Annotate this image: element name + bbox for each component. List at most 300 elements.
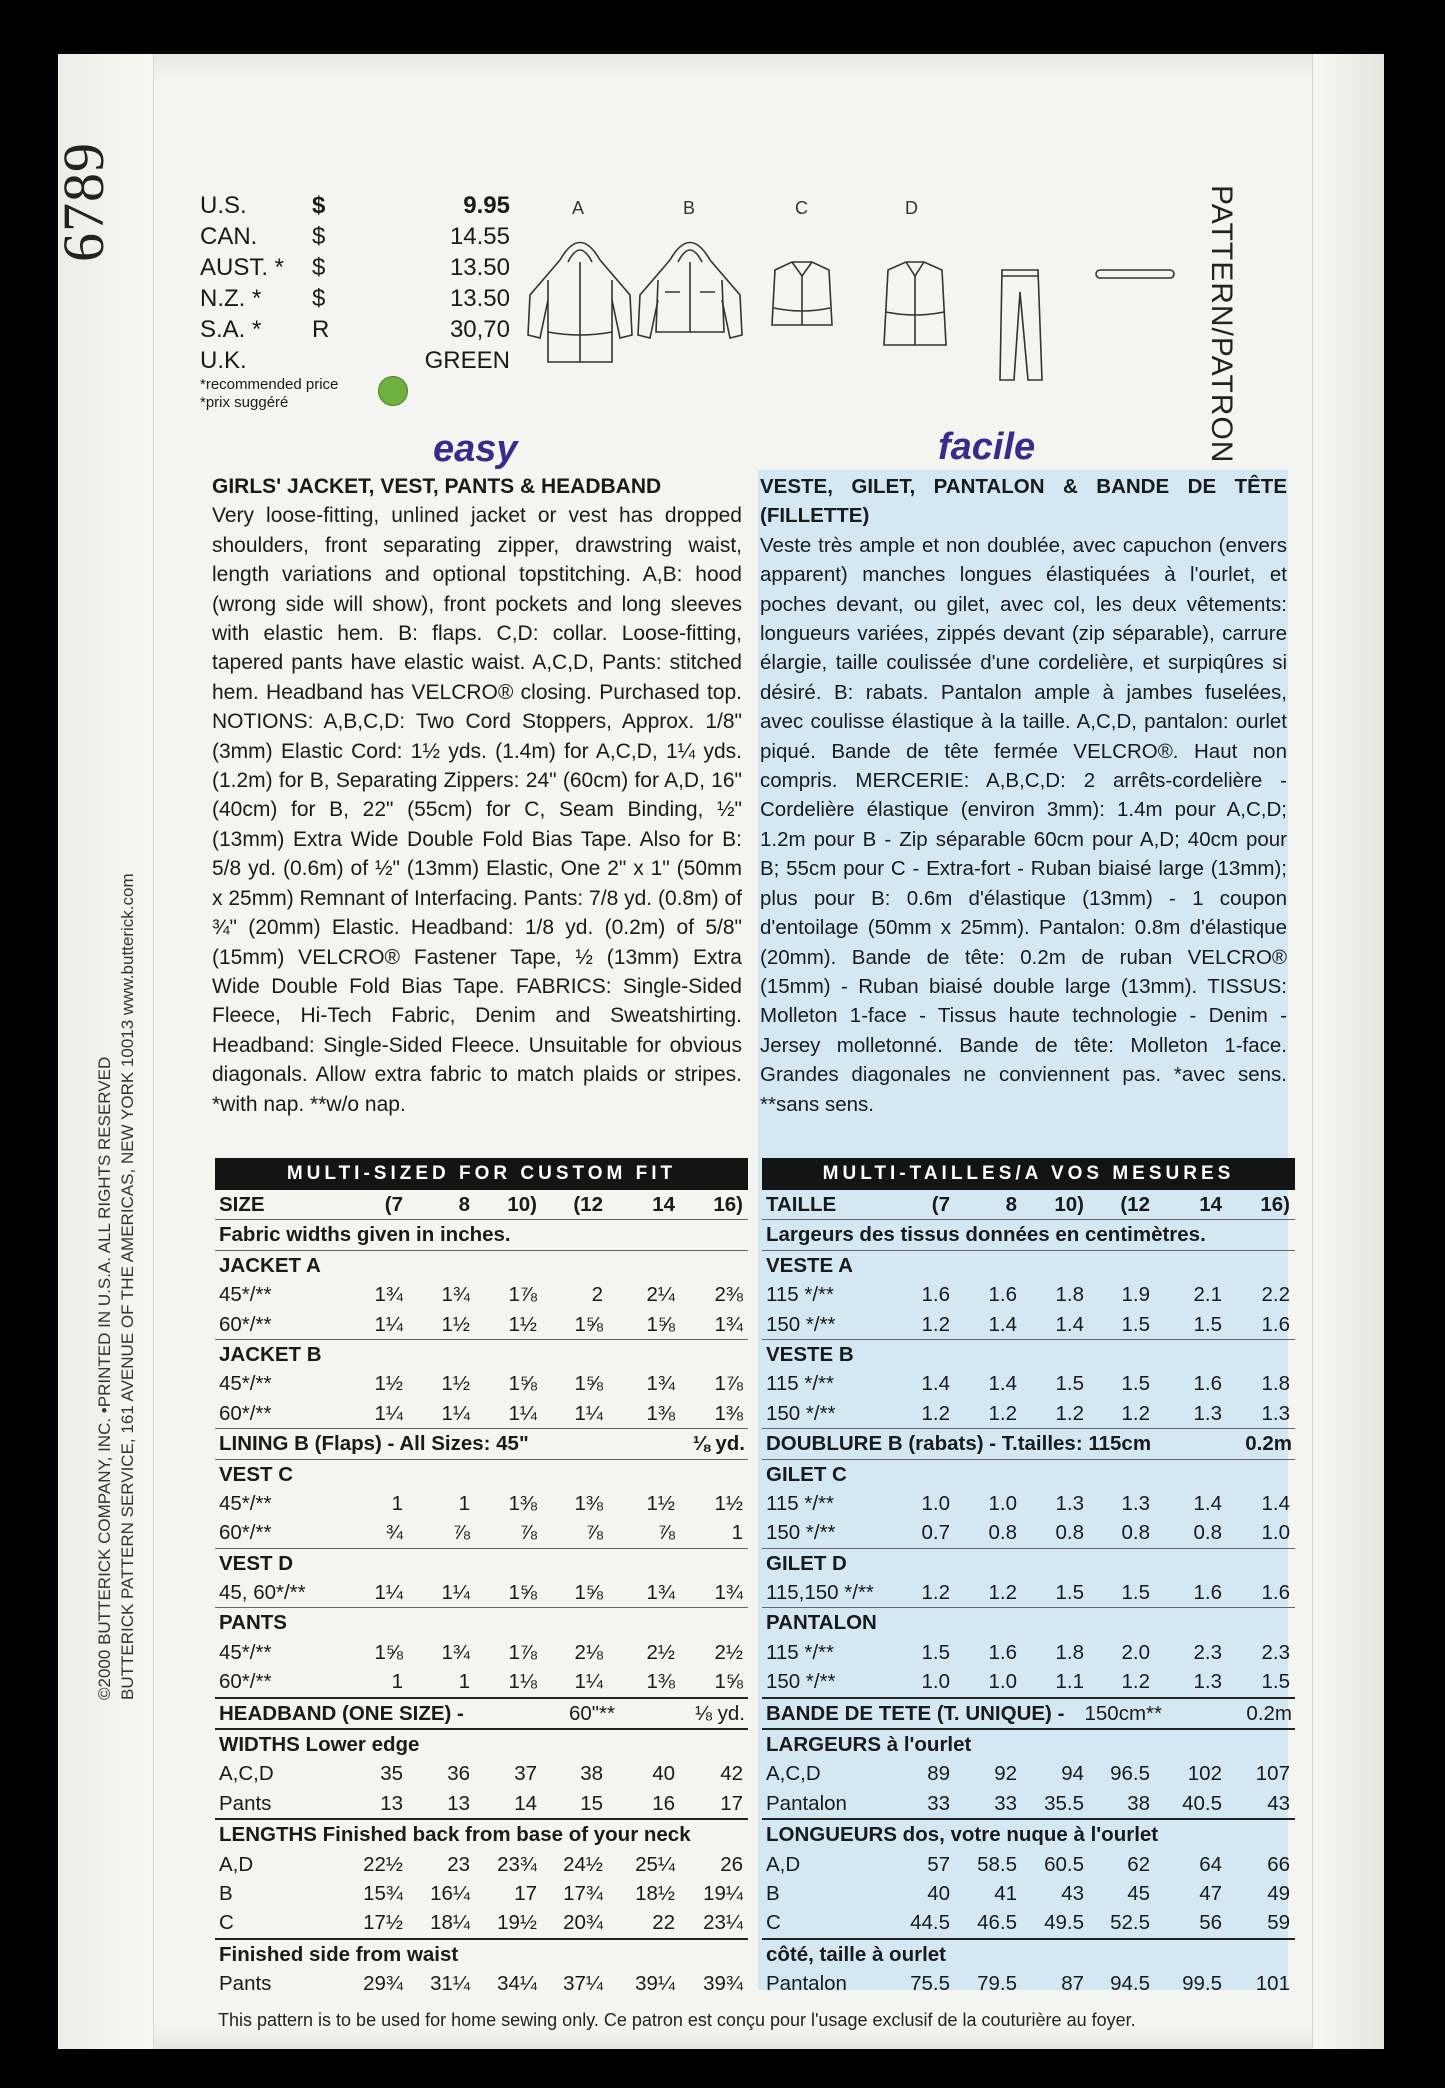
row-label: Finished side from waist [219,1942,459,1966]
cell-value: 1.4 [988,1312,1017,1336]
row-label: VEST D [219,1551,294,1575]
cell-value: 1.5 [1193,1312,1222,1336]
cell-value: 0.8 [1121,1521,1150,1545]
row-label: LARGEURS à l'ourlet [766,1733,972,1757]
cell-value: 40.5 [1182,1791,1222,1815]
cell-value: 2½ [646,1640,675,1664]
row-label: 150 */** [766,1401,836,1425]
row-label: 115,150 */** [766,1581,874,1605]
cell-value: 1⅜ [574,1491,603,1515]
group-title [215,1459,748,1489]
row-label: 45*/** [219,1640,272,1664]
spine-publisher-text: BUTTERICK PATTERN SERVICE, 161 AVENUE OF THE AMERICAS, NEW YORK 10013 www.butterick.com [118,873,137,1700]
cell-value: 2.3 [1261,1640,1290,1664]
cell-value: 1⅜ [714,1401,743,1425]
cell-value: 1¼ [374,1312,403,1336]
cell-value: 38 [1127,1791,1150,1815]
cell-value: 1.4 [921,1372,950,1396]
row-label: 115 */** [766,1283,835,1307]
cell-value: 2⅜ [714,1283,743,1307]
row-label: 60*/** [219,1401,272,1425]
side-title [215,1938,748,1969]
row-label: VESTE A [766,1253,853,1277]
cell-value: 59 [1267,1911,1290,1935]
price-symbol: $ [312,254,326,281]
table-row [215,1280,748,1309]
table-row [215,1518,748,1547]
cell-value: 1.5 [1121,1372,1150,1396]
cell-value: 1.6 [988,1283,1017,1307]
table-row [762,1879,1295,1908]
cell-value: 1¾ [441,1283,470,1307]
pants-drawing-icon [1000,270,1042,380]
cell-value: ⅞ [519,1521,537,1545]
group-title [215,1607,748,1637]
cell-value: 1½ [508,1312,537,1336]
cell-value: 18¼ [430,1911,470,1935]
group-title [762,1459,1295,1489]
english-yardage-table [215,1158,748,1999]
cell-value: 57 [927,1852,950,1876]
cell-value: 58.5 [977,1852,1017,1876]
table-row [762,1489,1295,1518]
right-fold [1312,54,1384,2049]
cell-value: 8 [1005,1193,1017,1216]
cell-value: 23 [447,1852,470,1876]
cell-value: 1.6 [1193,1372,1222,1396]
cell-value: 1.2 [1055,1401,1084,1425]
row-label: Pantalon [766,1791,847,1815]
cell-value: 66 [1267,1852,1290,1876]
cell-value: 40 [927,1881,950,1905]
vest-c-drawing-icon [772,262,832,325]
size-row [215,1190,748,1219]
price-country: U.K. [200,347,247,374]
cell-value: 1¼ [374,1581,403,1605]
cell-value: 1¾ [441,1640,470,1664]
cell-value: 13 [380,1791,403,1815]
cell-value: 1⅞ [508,1640,537,1664]
cell-value: 1.0 [1261,1521,1290,1545]
price-row [200,221,338,252]
price-note: *recommended price [200,376,339,393]
row-label: B [219,1881,233,1905]
cell-value: 15 [580,1791,603,1815]
cell-value: 19½ [497,1911,537,1935]
lengths-title [215,1818,748,1849]
uk-green-dot-icon [378,376,408,406]
view-label-b: B [683,198,696,218]
cell-value: 60.5 [1044,1852,1084,1876]
price-row [200,283,338,314]
side-title [762,1938,1295,1969]
row-label: WIDTHS Lower edge [219,1733,420,1757]
row-label: JACKET B [219,1342,322,1366]
cell-value: 1.2 [988,1581,1017,1605]
english-title: GIRLS' JACKET, VEST, PANTS & HEADBAND [212,475,662,498]
lining-value: 0.2m [1245,1432,1292,1456]
row-label: C [766,1911,781,1935]
table-row [215,1759,748,1788]
cell-value: 43 [1061,1881,1084,1905]
table-row [762,1369,1295,1398]
row-label: HEADBAND (ONE SIZE) - [219,1701,464,1725]
french-title: VESTE, GILET, PANTALON & BANDE DE TÊTE (FILLETTE) [760,475,1287,528]
cell-value: 1.2 [988,1401,1017,1425]
cell-value: 1⅝ [574,1372,603,1396]
width-note [215,1219,748,1249]
group-title [762,1607,1295,1637]
cell-value: 1 [458,1670,470,1694]
cell-value: 1.9 [1121,1283,1150,1307]
cell-value: 75.5 [910,1972,950,1996]
table-row [215,1879,748,1908]
cell-value: 1.3 [1055,1491,1084,1515]
cell-value: 99.5 [1182,1972,1222,1996]
garment-line-drawings [520,220,1190,395]
cell-value: 17 [720,1791,743,1815]
row-label: LINING B (Flaps) - All Sizes: 45" [219,1432,529,1456]
cell-value: 1.0 [988,1491,1017,1515]
cell-value: 24½ [563,1852,603,1876]
french-yardage-table [762,1158,1295,1999]
cell-value: 1.2 [1121,1670,1150,1694]
cell-value: 56 [1199,1911,1222,1935]
row-label: Fabric widths given in inches. [219,1223,511,1247]
row-label: BANDE DE TETE (T. UNIQUE) - [766,1701,1065,1725]
table-row [762,1969,1295,1998]
row-label: 45*/** [219,1283,272,1307]
cell-value: 0.8 [1193,1521,1222,1545]
row-label: 150 */** [766,1670,836,1694]
cell-value: 1.2 [1121,1401,1150,1425]
row-label: côté, taille à ourlet [766,1942,946,1966]
cell-value: 1¼ [374,1401,403,1425]
table-row [762,1518,1295,1547]
footer-note: This pattern is to be used for home sewing only. Ce patron est conçu pour l'usage exclusif de la couturière au foyer. [218,2010,1136,2030]
row-label: VEST C [219,1462,294,1486]
cell-value: 23¼ [703,1911,743,1935]
cell-value: 1.5 [1261,1670,1290,1694]
headband-value: ⅛ yd. [694,1701,745,1725]
table-row [215,1667,748,1696]
cell-value: 33 [927,1791,950,1815]
price-row [200,190,338,221]
cell-value: 2⅛ [574,1640,603,1664]
table-row [762,1908,1295,1937]
cell-value: 1.6 [988,1640,1017,1664]
cell-value: 2 [591,1283,603,1307]
cell-value: 1⅞ [508,1283,537,1307]
cell-value: 2.2 [1261,1283,1290,1307]
price-row [200,345,338,376]
pattern-patron-label: PATTERN/PATRON [1205,185,1238,464]
cell-value: 1⅛ [508,1670,537,1694]
cell-value: 22½ [363,1852,403,1876]
row-label: GILET D [766,1551,847,1575]
cell-value: 2¼ [646,1283,675,1307]
cell-value: 14 [514,1791,537,1815]
cell-value: 14 [652,1193,675,1216]
group-title [215,1250,748,1280]
row-label: 60*/** [219,1312,272,1336]
price-country: CAN. [200,223,258,250]
cell-value: 1½ [441,1312,470,1336]
cell-value: 1.1 [1055,1670,1084,1694]
table-row [215,1969,748,1998]
cell-value: 1.8 [1055,1283,1084,1307]
cell-value: 43 [1267,1791,1290,1815]
price-symbol: $ [312,192,326,219]
cell-value: 1½ [714,1491,743,1515]
cell-value: 40 [652,1762,675,1786]
row-label: 150 */** [766,1312,836,1336]
cell-value: 16 [652,1791,675,1815]
table-row [215,1310,748,1339]
cell-value: 1¼ [574,1401,603,1425]
cell-value: 29¾ [363,1972,403,1996]
cell-value: 1.5 [1055,1581,1084,1605]
cell-value: 1½ [646,1491,675,1515]
table-row [762,1280,1295,1309]
lining-value: ⅛ yd. [692,1432,745,1456]
table-row [215,1369,748,1398]
cell-value: ⅞ [452,1521,470,1545]
group-title [215,1548,748,1578]
row-label: B [766,1881,780,1905]
cell-value: ¾ [385,1521,403,1545]
row-label: SIZE [219,1193,265,1216]
group-title [762,1339,1295,1369]
cell-value: (7 [384,1193,403,1216]
cell-value: 18½ [635,1881,675,1905]
cell-value: 44.5 [910,1911,950,1935]
cell-value: 26 [720,1852,743,1876]
table-row [215,1638,748,1667]
cell-value: 1⅝ [374,1640,403,1664]
table-row [762,1667,1295,1696]
group-title [215,1339,748,1369]
french-description [760,472,1287,1119]
cell-value: 1.2 [921,1581,950,1605]
row-label: JACKET A [219,1253,321,1277]
table-row [215,1850,748,1879]
table-row [762,1578,1295,1607]
table-header: MULTI-SIZED FOR CUSTOM FIT [215,1158,748,1190]
cell-value: 2.3 [1193,1640,1222,1664]
row-label: PANTALON [766,1611,877,1635]
price-symbol: $ [312,223,326,250]
cell-value: 1⅝ [508,1372,537,1396]
left-fold [58,54,154,2049]
row-label: 115 */** [766,1372,835,1396]
row-label: LENGTHS Finished back from base of your neck [219,1823,691,1847]
cell-value: 1 [458,1491,470,1515]
cell-value: 1 [391,1491,403,1515]
row-label: A,C,D [766,1762,821,1786]
cell-value: 1.6 [1261,1312,1290,1336]
price-country: N.Z. * [200,285,262,312]
cell-value: 94 [1061,1762,1084,1786]
cell-value: 62 [1127,1852,1150,1876]
row-label: DOUBLURE B (rabats) - T.tailles: 115cm [766,1432,1152,1456]
cell-value: 1⅞ [714,1372,743,1396]
cell-value: 1.3 [1193,1401,1222,1425]
cell-value: 52.5 [1110,1911,1150,1935]
cell-value: 38 [580,1762,603,1786]
cell-value: 1¼ [441,1581,470,1605]
view-label-a: A [572,198,585,218]
cell-value: 16) [1260,1193,1290,1216]
cell-value: ⅞ [657,1521,675,1545]
cell-value: 1¾ [714,1581,743,1605]
width-note [762,1219,1295,1249]
cell-value: 1 [391,1670,403,1694]
cell-value: 0.8 [988,1521,1017,1545]
cell-value: 1⅝ [574,1312,603,1336]
cell-value: 10) [507,1193,537,1216]
cell-value: 42 [720,1762,743,1786]
price-symbol: R [312,316,330,343]
price-list [200,190,338,412]
cell-value: 1.2 [921,1401,950,1425]
cell-value: (7 [931,1193,950,1216]
cell-value: 37 [514,1762,537,1786]
cell-value: 96.5 [1110,1762,1150,1786]
headband-width: 150cm** [1084,1701,1162,1725]
row-label: Largeurs des tissus données en centimètres. [766,1223,1206,1247]
cell-value: 14 [1199,1193,1222,1216]
cell-value: 1¾ [646,1581,675,1605]
cell-value: 94.5 [1110,1972,1150,1996]
cell-value: 36 [447,1762,470,1786]
cell-value: (12 [573,1193,603,1216]
cell-value: (12 [1120,1193,1150,1216]
cell-value: 1⅝ [574,1581,603,1605]
cell-value: 0.8 [1055,1521,1084,1545]
easy-label: easy [433,428,518,470]
english-description [212,472,742,1119]
cell-value: 49 [1267,1881,1290,1905]
table-row [762,1310,1295,1339]
cell-value: 16¼ [430,1881,470,1905]
headband-drawing-icon [1096,270,1174,278]
cell-value: 1¼ [574,1670,603,1694]
cell-value: 1.5 [1121,1312,1150,1336]
cell-value: 2½ [714,1640,743,1664]
row-label: 115 */** [766,1491,835,1515]
cell-value: 45 [1127,1881,1150,1905]
cell-value: 20¾ [563,1911,603,1935]
cell-value: 1.4 [1055,1312,1084,1336]
row-label: Pants [219,1791,272,1815]
cell-value: 8 [458,1193,470,1216]
cell-value: 17½ [363,1911,403,1935]
row-label: VESTE B [766,1342,854,1366]
row-label: 60*/** [219,1521,272,1545]
view-label-c: C [795,198,808,218]
row-label: A,D [766,1852,801,1876]
cell-value: 1 [731,1521,743,1545]
vest-d-drawing-icon [884,262,946,345]
pattern-number: 6789 [51,142,116,262]
cell-value: 22 [652,1911,675,1935]
price-country: U.S. [200,192,247,219]
row-label: A,D [219,1852,254,1876]
row-label: 45, 60*/** [219,1581,306,1605]
cell-value: 2.0 [1121,1640,1150,1664]
headband-row [762,1697,1295,1728]
cell-value: 102 [1187,1762,1222,1786]
cell-value: 1.3 [1193,1670,1222,1694]
price-note: *prix suggéré [200,394,289,411]
cell-value: 1.4 [1193,1491,1222,1515]
cell-value: 37¼ [563,1972,603,1996]
table-row [215,1789,748,1818]
price-country: AUST. * [200,254,285,281]
cell-value: 34¼ [497,1972,537,1996]
cell-value: 1.4 [988,1372,1017,1396]
cell-value: 16) [713,1193,743,1216]
cell-value: 1¼ [441,1401,470,1425]
cell-value: 17 [514,1881,537,1905]
cell-value: 10) [1054,1193,1084,1216]
row-label: 115 */** [766,1640,835,1664]
cell-value: 19¼ [703,1881,743,1905]
row-label: TAILLE [766,1193,837,1216]
cell-value: 92 [994,1762,1017,1786]
cell-value: 33 [994,1791,1017,1815]
cell-value: 1⅝ [508,1581,537,1605]
table-row [762,1789,1295,1818]
price-symbol: $ [312,285,326,312]
headband-value: 0.2m [1246,1701,1292,1725]
cell-value: 1½ [441,1372,470,1396]
group-title [762,1250,1295,1280]
cell-value: 1.6 [1261,1581,1290,1605]
row-label: PANTS [219,1611,287,1635]
jacket-a-drawing-icon [528,243,632,363]
cell-value: 1.6 [921,1283,950,1307]
size-row [762,1190,1295,1219]
cell-value: 1.5 [1055,1372,1084,1396]
cell-value: 17¾ [563,1881,603,1905]
cell-value: 79.5 [977,1972,1017,1996]
cell-value: 1¼ [508,1401,537,1425]
cell-value: 25¼ [635,1852,675,1876]
cell-value: 1.0 [921,1491,950,1515]
cell-value: 107 [1255,1762,1290,1786]
cell-value: 1⅜ [508,1491,537,1515]
widths-title [762,1728,1295,1759]
cell-value: 1.8 [1261,1372,1290,1396]
cell-value: 1.3 [1261,1401,1290,1425]
price-country: S.A. * [200,316,262,343]
cell-value: 1.8 [1055,1640,1084,1664]
cell-value: 1.2 [921,1312,950,1336]
cell-value: 1⅝ [646,1312,675,1336]
row-label: 45*/** [219,1372,272,1396]
cell-value: 1¾ [714,1312,743,1336]
price-row [200,314,338,345]
cell-value: 41 [994,1881,1017,1905]
cell-value: 0.7 [921,1521,950,1545]
cell-value: 47 [1199,1881,1222,1905]
lining-row [762,1428,1295,1458]
cell-value: 49.5 [1044,1911,1084,1935]
row-label: LONGUEURS dos, votre nuque à l'ourlet [766,1823,1159,1847]
cell-value: 1.4 [1261,1491,1290,1515]
